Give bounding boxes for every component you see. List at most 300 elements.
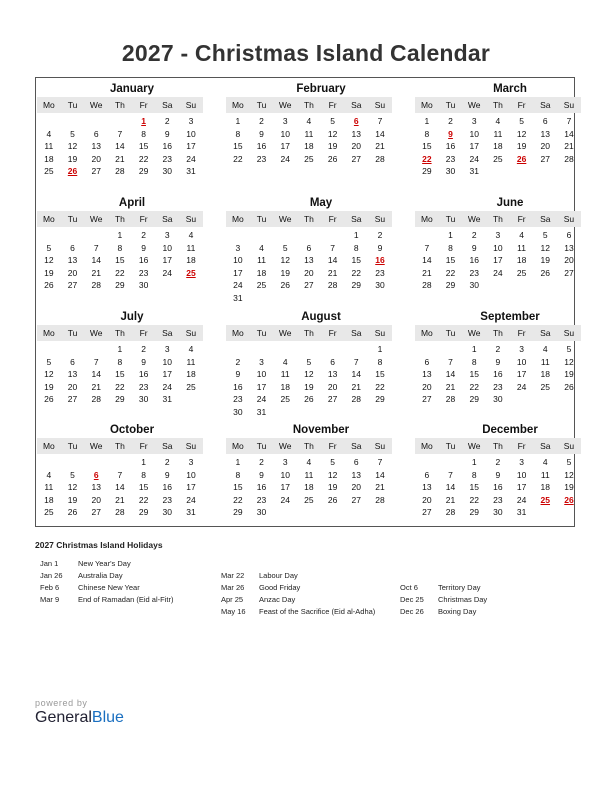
day-cell: 7 xyxy=(93,242,99,253)
month-november xyxy=(226,423,392,519)
month-name: August xyxy=(301,311,341,323)
weekday-label: Fr xyxy=(517,441,526,451)
day-cell: 11 xyxy=(304,469,314,480)
weekday-label: Tu xyxy=(67,100,78,110)
empty-cell xyxy=(321,343,345,356)
holiday-date: Jan 26 xyxy=(40,571,63,580)
day-cell: 2 xyxy=(164,116,170,126)
weekday-header xyxy=(415,438,581,454)
day-cell: 12 xyxy=(67,482,78,492)
day-cell: 27 xyxy=(304,280,314,290)
day-cell: 4 xyxy=(542,344,548,354)
day-cell: 20 xyxy=(67,267,78,278)
day-cell: 13 xyxy=(327,369,338,379)
day-cell: 15 xyxy=(469,369,479,379)
day-cell: 23 xyxy=(469,267,479,278)
weekday-label: We xyxy=(278,328,292,338)
day-cell: 30 xyxy=(233,406,243,417)
day-cell: 20 xyxy=(91,494,101,505)
weekday-label: Sa xyxy=(540,100,551,110)
day-grid xyxy=(37,115,203,178)
day-cell: 4 xyxy=(46,128,52,139)
day-cell: 18 xyxy=(186,255,196,265)
day-cell: 5 xyxy=(519,116,524,126)
weekday-label: Tu xyxy=(445,100,456,110)
holiday-date: Mar 22 xyxy=(221,571,245,580)
day-cell: 7 xyxy=(330,242,335,253)
day-cell: 7 xyxy=(424,242,430,253)
weekday-label: Fr xyxy=(139,441,148,451)
holiday-name: Chinese New Year xyxy=(78,583,140,592)
day-cell: 10 xyxy=(233,255,243,265)
day-cell: 29 xyxy=(469,507,479,517)
day-cell: 18 xyxy=(44,494,54,505)
day-cell: 10 xyxy=(469,128,479,139)
day-cell: 25 xyxy=(304,153,314,164)
weekday-header xyxy=(37,438,203,454)
day-cell: 10 xyxy=(162,356,173,367)
holiday-column-3 xyxy=(400,582,487,618)
month-july xyxy=(37,310,203,406)
holiday-day-cell: 25 xyxy=(186,267,196,278)
weekday-label: Su xyxy=(563,328,575,338)
day-cell: 24 xyxy=(162,381,173,392)
day-cell: 26 xyxy=(44,280,54,290)
day-cell: 17 xyxy=(516,369,527,379)
day-cell: 8 xyxy=(117,242,123,253)
day-cell: 4 xyxy=(495,116,501,126)
day-cell: 1 xyxy=(377,344,383,354)
day-cell: 19 xyxy=(327,141,338,151)
empty-cell xyxy=(273,343,297,356)
day-cell: 2 xyxy=(141,344,146,354)
day-cell: 20 xyxy=(351,482,362,492)
weekday-label: Sa xyxy=(540,441,551,451)
weekday-label: Mo xyxy=(231,100,244,110)
day-cell: 10 xyxy=(256,369,267,379)
day-cell: 2 xyxy=(377,230,383,240)
weekday-label: Sa xyxy=(162,214,173,224)
day-cell: 8 xyxy=(117,356,123,367)
day-cell: 7 xyxy=(566,116,572,126)
day-cell: 27 xyxy=(67,394,78,404)
weekday-label: Fr xyxy=(328,214,337,224)
month-name: March xyxy=(493,83,527,95)
day-cell: 21 xyxy=(115,153,125,164)
weekday-label: Tu xyxy=(67,441,78,451)
month-may xyxy=(226,196,392,304)
day-cell: 3 xyxy=(282,116,288,126)
day-cell: 13 xyxy=(540,128,551,139)
holidays-title: 2027 Christmas Island Holidays xyxy=(35,540,163,550)
holiday-entry xyxy=(400,582,487,594)
day-cell: 8 xyxy=(141,469,146,480)
holiday-entry xyxy=(40,570,173,582)
day-cell: 4 xyxy=(188,230,194,240)
day-cell: 31 xyxy=(186,166,196,176)
weekday-label: Tu xyxy=(445,328,456,338)
weekday-label: Su xyxy=(185,441,197,451)
weekday-label: Su xyxy=(563,441,575,451)
holiday-date: Oct 6 xyxy=(400,583,418,592)
day-cell: 24 xyxy=(516,381,527,392)
day-cell: 20 xyxy=(91,153,101,164)
day-cell: 25 xyxy=(280,394,290,404)
day-cell: 9 xyxy=(141,242,146,253)
day-cell: 21 xyxy=(91,267,101,278)
weekday-header xyxy=(415,325,581,341)
day-cell: 15 xyxy=(469,482,479,492)
empty-cell xyxy=(37,115,61,128)
day-cell: 16 xyxy=(233,381,243,392)
day-cell: 11 xyxy=(280,369,290,379)
day-cell: 21 xyxy=(422,267,432,278)
day-cell: 16 xyxy=(162,141,173,151)
day-grid xyxy=(37,229,203,292)
holiday-day-cell: 6 xyxy=(93,469,99,480)
day-cell: 14 xyxy=(91,255,101,265)
day-cell: 8 xyxy=(353,242,359,253)
day-cell: 14 xyxy=(445,482,456,492)
holiday-name: Anzac Day xyxy=(259,595,296,604)
day-cell: 17 xyxy=(256,381,267,392)
day-cell: 1 xyxy=(471,344,477,354)
powered-by-text: powered by xyxy=(35,698,88,708)
weekday-label: Fr xyxy=(328,328,337,338)
empty-cell xyxy=(108,456,132,469)
day-cell: 2 xyxy=(471,230,477,240)
weekday-label: Fr xyxy=(517,328,526,338)
day-cell: 3 xyxy=(519,344,524,354)
day-cell: 8 xyxy=(377,356,383,367)
weekday-header xyxy=(37,211,203,227)
day-cell: 18 xyxy=(304,482,314,492)
day-cell: 29 xyxy=(115,280,125,290)
day-cell: 27 xyxy=(327,394,338,404)
holiday-entry xyxy=(400,606,487,618)
weekday-label: Mo xyxy=(231,441,244,451)
day-cell: 10 xyxy=(516,469,527,480)
day-cell: 2 xyxy=(235,356,241,367)
holiday-entry xyxy=(400,594,487,606)
day-cell: 4 xyxy=(188,344,194,354)
day-cell: 21 xyxy=(375,141,385,151)
day-cell: 22 xyxy=(233,494,243,505)
weekday-label: Th xyxy=(114,328,125,338)
day-grid xyxy=(37,456,203,519)
weekday-label: Mo xyxy=(42,100,55,110)
day-cell: 23 xyxy=(256,494,267,505)
day-cell: 28 xyxy=(91,280,101,290)
day-cell: 11 xyxy=(257,255,266,265)
day-cell: 22 xyxy=(375,381,385,392)
day-cell: 11 xyxy=(186,242,196,253)
day-cell: 1 xyxy=(424,116,430,126)
day-cell: 9 xyxy=(141,356,146,367)
day-cell: 5 xyxy=(566,457,572,467)
day-cell: 21 xyxy=(445,381,456,392)
weekday-label: Fr xyxy=(517,214,526,224)
weekday-label: Sa xyxy=(540,328,551,338)
holiday-date: Feb 6 xyxy=(40,583,60,592)
day-cell: 13 xyxy=(351,469,362,480)
day-cell: 19 xyxy=(304,381,314,392)
weekday-label: We xyxy=(89,328,103,338)
day-cell: 2 xyxy=(164,457,170,467)
weekday-label: Sa xyxy=(351,214,362,224)
day-cell: 19 xyxy=(280,267,290,278)
day-cell: 8 xyxy=(141,128,146,139)
day-cell: 13 xyxy=(67,255,78,265)
empty-cell xyxy=(439,456,463,469)
day-cell: 30 xyxy=(138,280,149,290)
empty-cell xyxy=(415,229,439,242)
day-cell: 20 xyxy=(327,381,338,392)
weekday-label: Th xyxy=(114,214,125,224)
weekday-label: Tu xyxy=(256,441,267,451)
day-cell: 8 xyxy=(471,469,477,480)
weekday-header xyxy=(37,325,203,341)
weekday-label: Th xyxy=(303,441,314,451)
day-cell: 3 xyxy=(495,230,501,240)
day-cell: 14 xyxy=(327,255,338,265)
day-cell: 27 xyxy=(564,267,574,278)
weekday-header xyxy=(415,97,581,113)
day-cell: 25 xyxy=(493,153,503,164)
day-cell: 18 xyxy=(304,141,314,151)
day-cell: 24 xyxy=(493,267,503,278)
day-cell: 10 xyxy=(280,128,290,139)
day-grid xyxy=(415,229,581,292)
day-cell: 19 xyxy=(516,141,527,151)
day-cell: 30 xyxy=(493,394,503,404)
day-cell: 17 xyxy=(162,369,173,379)
day-cell: 29 xyxy=(422,166,432,176)
holiday-name: New Year's Day xyxy=(78,559,131,568)
day-cell: 15 xyxy=(375,369,385,379)
day-cell: 1 xyxy=(471,457,477,467)
day-cell: 30 xyxy=(469,280,479,290)
day-cell: 31 xyxy=(516,507,527,517)
day-cell: 13 xyxy=(91,482,101,492)
day-cell: 7 xyxy=(117,469,123,480)
holiday-day-cell: 22 xyxy=(422,153,432,164)
day-cell: 16 xyxy=(162,482,173,492)
day-cell: 17 xyxy=(186,141,196,151)
day-cell: 30 xyxy=(138,394,149,404)
day-cell: 11 xyxy=(540,469,550,480)
day-cell: 17 xyxy=(280,482,290,492)
day-cell: 26 xyxy=(67,507,78,517)
day-cell: 6 xyxy=(353,457,359,467)
empty-cell xyxy=(344,343,368,356)
holiday-name: Australia Day xyxy=(78,571,123,580)
day-cell: 19 xyxy=(67,494,78,505)
day-cell: 6 xyxy=(330,356,335,367)
weekday-label: We xyxy=(467,214,481,224)
weekday-label: Th xyxy=(492,328,503,338)
day-cell: 27 xyxy=(422,394,432,404)
holiday-day-cell: 26 xyxy=(67,166,78,176)
empty-cell xyxy=(297,343,321,356)
empty-cell xyxy=(84,456,108,469)
weekday-label: Sa xyxy=(540,214,551,224)
weekday-label: Mo xyxy=(420,328,433,338)
day-cell: 21 xyxy=(91,381,101,392)
day-cell: 12 xyxy=(564,356,574,367)
day-cell: 28 xyxy=(564,153,574,164)
day-cell: 25 xyxy=(516,267,527,278)
day-cell: 28 xyxy=(115,166,125,176)
day-cell: 10 xyxy=(280,469,290,480)
holiday-day-cell: 6 xyxy=(353,116,359,126)
day-cell: 6 xyxy=(70,242,75,253)
day-cell: 7 xyxy=(377,116,383,126)
day-cell: 26 xyxy=(327,153,338,164)
weekday-label: Tu xyxy=(445,214,456,224)
day-cell: 19 xyxy=(327,482,338,492)
holiday-name: Territory Day xyxy=(438,583,481,592)
day-cell: 19 xyxy=(564,369,574,379)
day-cell: 26 xyxy=(564,381,574,392)
day-cell: 6 xyxy=(566,230,572,240)
day-cell: 14 xyxy=(115,141,125,151)
weekday-label: Fr xyxy=(328,100,337,110)
weekday-label: We xyxy=(467,441,481,451)
day-cell: 23 xyxy=(233,394,243,404)
weekday-label: Su xyxy=(374,214,386,224)
day-cell: 26 xyxy=(44,394,54,404)
day-cell: 16 xyxy=(256,141,267,151)
weekday-label: We xyxy=(278,100,292,110)
day-cell: 5 xyxy=(70,469,75,480)
day-cell: 8 xyxy=(424,128,430,139)
empty-cell xyxy=(297,229,321,242)
day-cell: 12 xyxy=(67,141,78,151)
day-cell: 30 xyxy=(162,507,173,517)
day-cell: 24 xyxy=(256,394,267,404)
day-cell: 17 xyxy=(233,267,243,278)
generalblue-logo[interactable] xyxy=(35,709,124,727)
day-cell: 28 xyxy=(91,394,101,404)
day-cell: 10 xyxy=(186,469,196,480)
month-january xyxy=(37,82,203,178)
day-cell: 16 xyxy=(138,255,149,265)
weekday-header xyxy=(226,97,392,113)
day-cell: 20 xyxy=(351,141,362,151)
weekday-label: We xyxy=(89,441,103,451)
weekday-header xyxy=(226,325,392,341)
day-cell: 16 xyxy=(138,369,149,379)
day-cell: 1 xyxy=(353,230,359,240)
day-cell: 22 xyxy=(445,267,456,278)
day-cell: 18 xyxy=(186,369,196,379)
weekday-label: Sa xyxy=(162,328,173,338)
day-cell: 15 xyxy=(115,255,125,265)
day-cell: 7 xyxy=(448,469,453,480)
day-cell: 16 xyxy=(256,482,267,492)
day-cell: 7 xyxy=(117,128,123,139)
weekday-label: Mo xyxy=(420,441,433,451)
day-cell: 4 xyxy=(519,230,524,240)
day-cell: 3 xyxy=(164,230,170,240)
weekday-label: Mo xyxy=(420,100,433,110)
day-cell: 19 xyxy=(44,381,54,392)
holiday-name: Good Friday xyxy=(259,583,301,592)
holiday-column-1 xyxy=(40,558,173,606)
day-cell: 9 xyxy=(259,469,264,480)
day-cell: 25 xyxy=(44,166,54,176)
day-cell: 4 xyxy=(259,242,264,253)
day-cell: 20 xyxy=(422,494,432,505)
day-grid xyxy=(37,343,203,406)
day-cell: 17 xyxy=(493,255,503,265)
day-cell: 22 xyxy=(138,153,149,164)
weekday-label: Mo xyxy=(231,328,244,338)
day-cell: 3 xyxy=(188,457,194,467)
empty-cell xyxy=(415,456,439,469)
weekday-label: We xyxy=(278,441,292,451)
weekday-label: We xyxy=(467,100,481,110)
day-cell: 3 xyxy=(519,457,524,467)
day-cell: 11 xyxy=(517,242,526,253)
day-cell: 25 xyxy=(186,381,196,392)
empty-cell xyxy=(250,343,274,356)
weekday-label: Su xyxy=(374,100,386,110)
day-cell: 21 xyxy=(375,482,385,492)
holiday-date: Jan 1 xyxy=(40,559,59,568)
day-cell: 23 xyxy=(162,153,173,164)
day-cell: 12 xyxy=(44,369,54,379)
day-cell: 27 xyxy=(351,494,362,505)
day-cell: 22 xyxy=(233,153,243,164)
weekday-label: Tu xyxy=(256,100,267,110)
day-cell: 13 xyxy=(304,255,314,265)
day-cell: 19 xyxy=(564,482,574,492)
holiday-date: Dec 26 xyxy=(400,607,424,616)
day-cell: 9 xyxy=(164,128,170,139)
day-cell: 29 xyxy=(351,280,362,290)
holiday-day-cell: 9 xyxy=(448,128,453,139)
day-cell: 3 xyxy=(471,116,477,126)
weekday-label: Th xyxy=(303,100,314,110)
day-cell: 28 xyxy=(445,394,456,404)
day-cell: 15 xyxy=(422,141,432,151)
holiday-date: Mar 26 xyxy=(221,583,245,592)
day-cell: 12 xyxy=(44,255,54,265)
day-cell: 1 xyxy=(448,230,453,240)
weekday-label: Fr xyxy=(328,441,337,451)
weekday-label: We xyxy=(278,214,292,224)
day-cell: 15 xyxy=(138,482,149,492)
day-cell: 25 xyxy=(540,381,551,392)
day-cell: 22 xyxy=(469,381,479,392)
day-cell: 15 xyxy=(233,482,243,492)
holiday-entry xyxy=(221,582,375,594)
day-cell: 9 xyxy=(495,469,501,480)
day-cell: 12 xyxy=(280,255,290,265)
holiday-day-cell: 1 xyxy=(141,116,146,126)
day-cell: 24 xyxy=(162,267,173,278)
day-cell: 18 xyxy=(516,255,527,265)
holiday-day-cell: 26 xyxy=(516,153,527,164)
day-cell: 26 xyxy=(304,394,314,404)
day-cell: 1 xyxy=(117,230,123,240)
day-cell: 11 xyxy=(44,141,54,151)
day-cell: 14 xyxy=(351,369,362,379)
day-grid xyxy=(415,456,581,519)
day-cell: 13 xyxy=(422,369,432,379)
